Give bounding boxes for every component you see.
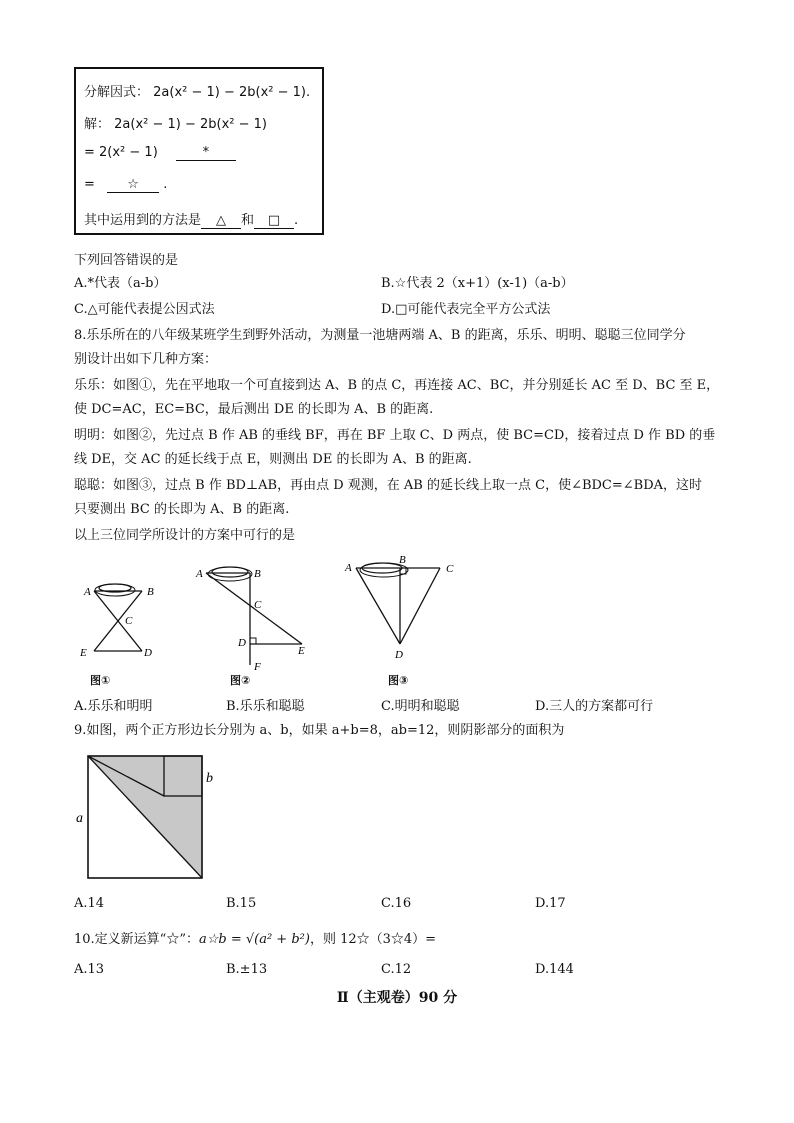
q7-stem: 下列回答错误的是 [74, 253, 179, 268]
q8-line-6: 线 DE，交 AC 的延长线于点 E，则测出 DE 的长即为 A、B 的距离. [74, 452, 472, 467]
fig1-caption: 图① [90, 674, 111, 687]
fig2-label-b: B [254, 568, 261, 580]
figure-3 [340, 552, 470, 690]
q10-option-c: C.12 [381, 962, 412, 977]
fig3-label-c: C [446, 563, 454, 575]
box-line-4 [84, 177, 167, 193]
q8-line-2: 别设计出如下几种方案： [74, 352, 218, 367]
fig2-caption: 图② [230, 674, 251, 687]
fig1-label-b: B [147, 586, 154, 598]
fig3-label-d: D [395, 649, 403, 661]
box-line-3-expr: = 2(x² − 1) [84, 145, 158, 160]
q10-option-a: A.13 [74, 962, 105, 977]
figure-1 [70, 568, 180, 690]
fig2-label-e: E [298, 645, 305, 657]
fig1-label-d: D [144, 647, 152, 659]
q8-line-3: 乐乐：如图①，先在平地取一个可直接到达 A、B 的点 C，再连接 AC、BC，并分别延长 AC 至 D、BC 至 E， [74, 378, 720, 393]
fig1-label-c: C [125, 615, 133, 627]
q10-option-b: B.±13 [226, 962, 268, 977]
q7-option-b: B.☆代表 2（x+1）(x-1)（a-b） [381, 276, 574, 291]
box-line-4-eq: = [84, 177, 95, 192]
q8-line-1: 8.乐乐所在的八年级某班学生到野外活动，为测量一池塘两端 A、B 的距离，乐乐、明明、聪聪三位同学分 [74, 328, 686, 343]
fig2-label-c: C [254, 599, 262, 611]
q7-option-a: A.*代表（a-b） [74, 276, 167, 291]
q9-option-d: D.17 [535, 896, 566, 911]
q10-option-d: D.144 [535, 962, 574, 977]
q8-line-8: 只要测出 BC 的长即为 A、B 的距离. [74, 502, 290, 517]
square-label-a: a [76, 811, 83, 826]
section-title: Ⅱ（主观卷）90 分 [336, 990, 458, 1006]
q9-option-c: C.16 [381, 896, 412, 911]
q8-line-4: 使 DC=AC，EC=BC，最后测出 DE 的长即为 A、B 的距离. [74, 402, 434, 417]
q10-formula: a☆b = √(a² + b²) [198, 932, 310, 947]
box-line-2: 解： 2a(x² − 1) − 2b(x² − 1) [84, 117, 268, 132]
q8-option-a: A.乐乐和明明 [74, 699, 153, 714]
blank-square: □ [254, 213, 294, 229]
box-line-5 [84, 209, 298, 229]
blank-pentagram: ☆ [107, 177, 159, 193]
q9-stem: 9.如图，两个正方形边长分别为 a、b，如果 a+b=8，ab=12，则阴影部分的面积为 [74, 723, 565, 738]
q7-option-c: C.△可能代表提公因式法 [74, 302, 215, 317]
square-label-b: b [206, 771, 213, 786]
q9-option-a: A.14 [74, 896, 105, 911]
q8-option-b: B.乐乐和聪聪 [226, 699, 305, 714]
q10-stem-post: ，则 12☆（3☆4）= [309, 932, 437, 947]
q8-option-c: C.明明和聪聪 [381, 699, 460, 714]
blank-star: * [176, 145, 236, 161]
box-line-3 [84, 145, 236, 161]
figure-2 [190, 560, 320, 690]
fig2-label-f: F [254, 661, 261, 673]
fig3-label-b: B [399, 554, 406, 566]
fig2-label-d: D [238, 637, 246, 649]
figure-squares [72, 750, 222, 880]
q10-stem [74, 930, 436, 950]
q8-option-d: D.三人的方案都可行 [535, 699, 654, 714]
q7-option-d: D.□可能代表完全平方公式法 [381, 302, 551, 317]
fig3-label-a: A [345, 562, 352, 574]
solution-box [74, 67, 324, 235]
fig1-label-e: E [80, 647, 87, 659]
fig3-caption: 图③ [388, 674, 409, 687]
q8-line-9: 以上三位同学所设计的方案中可行的是 [74, 528, 296, 543]
box-line-5-and: 和 [241, 213, 255, 228]
box-line-1: 分解因式： 2a(x² − 1) − 2b(x² − 1). [84, 85, 311, 100]
q8-line-7: 聪聪：如图③，过点 B 作 BD⊥AB，再由点 D 观测，在 AB 的延长线上取一点 C，使∠BDC=∠BDA，这时 [74, 478, 703, 493]
q9-option-b: B.15 [226, 896, 257, 911]
box-line-5-text: 其中运用到的方法是 [84, 213, 202, 228]
q8-line-5: 明明：如图②，先过点 B 作 AB 的垂线 BF，再在 BF 上取 C、D 两点，使 BC=CD，接着过点 D 作 BD 的垂 [74, 428, 716, 443]
fig1-label-a: A [84, 586, 91, 598]
blank-triangle: △ [201, 213, 241, 229]
box-line-4-period: . [163, 177, 168, 192]
q10-stem-pre: 10.定义新运算“☆”： [74, 932, 199, 947]
fig2-label-a: A [196, 568, 203, 580]
box-line-5-period: . [294, 213, 299, 228]
